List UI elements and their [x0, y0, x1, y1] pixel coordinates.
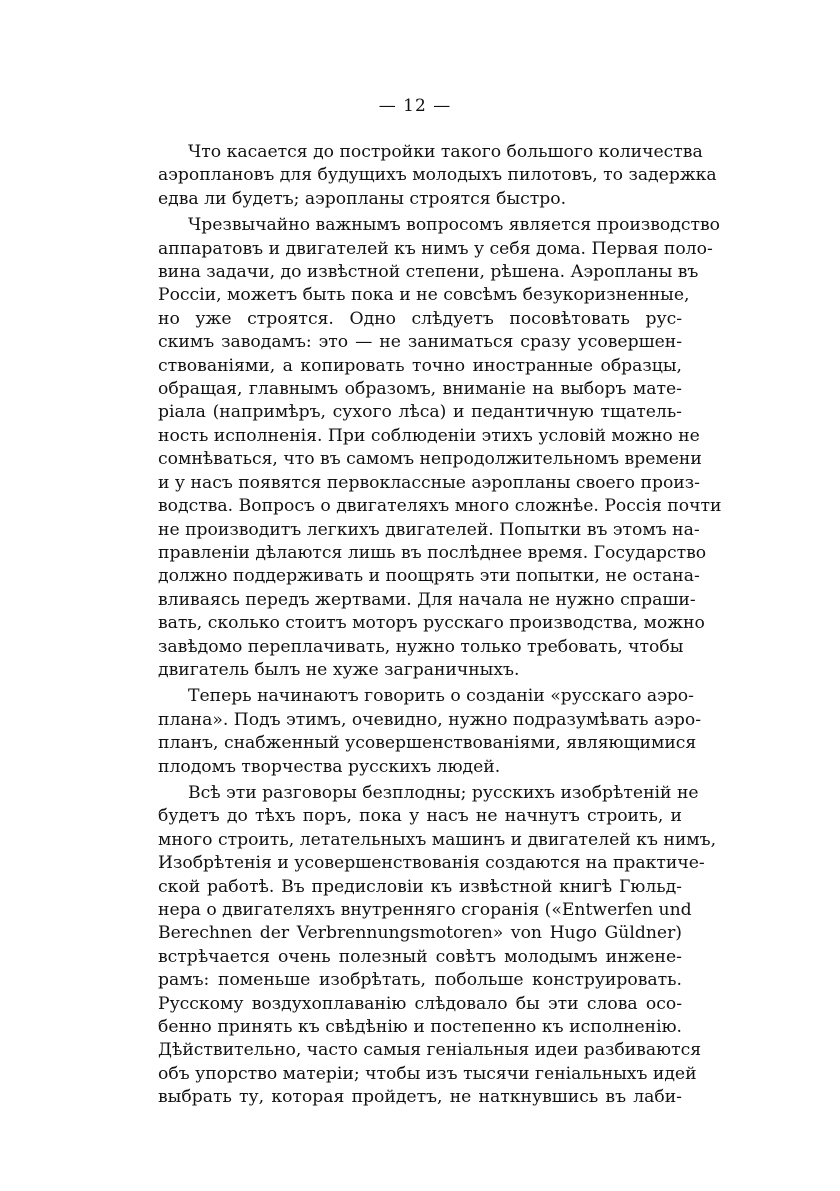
text-line: ской работѣ. Въ предисловіи къ извѣстной книгѣ Гюльд-	[158, 876, 682, 897]
text-line: Что касается до постройки такого большого количества	[188, 142, 703, 162]
text-line: нера о двигателяхъ внутренняго сгоранія («Entwerfen und	[158, 900, 692, 920]
text-line: ность исполненія. При соблюденіи этихъ условій можно не	[158, 425, 700, 446]
text-line: Всѣ эти разговоры безплодны; русскихъ изобрѣтеній не	[188, 782, 699, 803]
text-line: Berechnen der Verbrennungsmotoren» von Hugo Güldner)	[158, 923, 682, 944]
text-line: скимъ заводамъ: это — не заниматься сразу усовершен-	[158, 332, 682, 353]
text-body	[158, 141, 722, 1110]
text-line: рамъ: поменьше изобрѣтать, побольше конструировать.	[158, 970, 682, 991]
paragraph	[158, 141, 717, 211]
text-line: вать, сколько стоитъ моторъ русскаго производства, можно	[158, 613, 705, 634]
text-line: будетъ до тѣхъ поръ, пока у насъ не начнутъ строить, и	[158, 806, 682, 827]
text-line: встрѣчается очень полезный совѣтъ молодымъ инжене-	[158, 946, 682, 967]
book-page	[158, 96, 722, 1113]
text-line: сомнѣваться, что въ самомъ непродолжительномъ времени	[158, 449, 702, 470]
text-line: не производитъ легкихъ двигателей. Попытки въ этомъ на-	[158, 519, 700, 540]
text-line: вина задачи, до извѣстной степени, рѣшена. Аэропланы въ	[158, 262, 699, 283]
text-line: но уже строятся. Одно слѣдуетъ посовѣтовать рус-	[158, 308, 682, 329]
page-number: — 12 —	[378, 96, 452, 116]
paragraph	[158, 214, 722, 682]
text-line: едва ли будетъ; аэропланы строятся быстро.	[158, 188, 567, 209]
text-line: выбрать ту, которая пройдетъ, не наткнувшись въ лаби-	[158, 1087, 682, 1108]
text-line: Чрезвычайно важнымъ вопросомъ является производство	[188, 215, 721, 236]
text-line: аэроплановъ для будущихъ молодыхъ пилотовъ, то задержка	[158, 165, 717, 186]
text-line: Дѣйствительно, часто самыя геніальныя идеи разбиваются	[158, 1040, 702, 1061]
paragraph	[158, 685, 702, 779]
text-line: ствованіями, а копировать точно иностранные образцы,	[158, 355, 682, 376]
text-line: Русскому воздухоплаванію слѣдовало бы эти слова осо-	[158, 993, 682, 1014]
text-line: Теперь начинаютъ говорить о созданіи «русскаго аэро-	[188, 686, 694, 707]
text-line: планъ, снабженный усовершенствованіями, являющимися	[158, 733, 697, 754]
text-line: бенно принять къ свѣдѣнію и постепенно къ исполненію.	[158, 1017, 682, 1038]
text-line: ріала (напримѣръ, сухого лѣса) и педантичную тщатель-	[158, 402, 682, 423]
paragraph	[158, 782, 717, 1110]
text-line: много строить, летательныхъ машинъ и двигателей къ нимъ,	[158, 829, 717, 850]
text-line: обращая, главнымъ образомъ, вниманіе на выборъ мате-	[158, 379, 682, 400]
text-line: завѣдомо переплачивать, нужно только требовать, чтобы	[158, 636, 684, 657]
text-line: водства. Вопросъ о двигателяхъ много сложнѣе. Россія почти	[158, 496, 722, 517]
text-line: правленіи дѣлаются лишь въ послѣднее время. Государство	[158, 542, 707, 563]
text-line: должно поддерживать и поощрять эти попытки, не остана-	[158, 566, 700, 587]
text-line: Россіи, можетъ быть пока и не совсѣмъ безукоризненные,	[158, 285, 690, 306]
text-line: плодомъ творчества русскихъ людей.	[158, 756, 501, 777]
text-line: вливаясь передъ жертвами. Для начала не нужно спраши-	[158, 589, 696, 610]
text-line: Изобрѣтенія и усовершенствованія создаются на практиче-	[158, 853, 705, 874]
text-line: плана». Подъ этимъ, очевидно, нужно подразумѣвать аэро-	[158, 709, 702, 730]
text-line: двигатель былъ не хуже заграничныхъ.	[158, 659, 520, 680]
text-line: и у насъ появятся первоклассные аэропланы своего произ-	[158, 472, 700, 493]
text-line: объ упорство матеріи; чтобы изъ тысячи геніальныхъ идей	[158, 1063, 697, 1084]
text-line: аппаратовъ и двигателей къ нимъ у себя дома. Первая поло-	[158, 238, 713, 259]
